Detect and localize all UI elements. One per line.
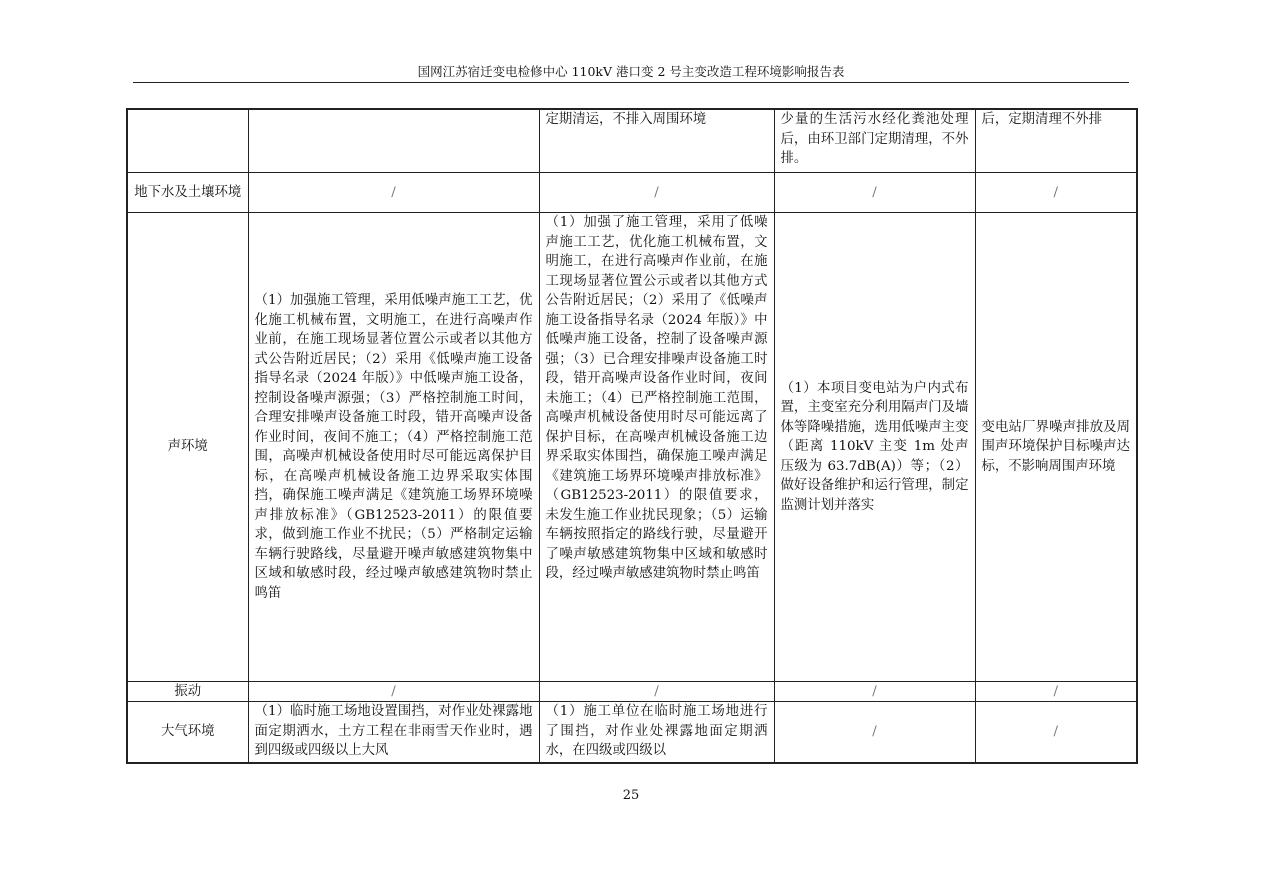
result-cell: / [975, 702, 1137, 764]
result-cell: / [975, 173, 1137, 213]
page-number: 25 [622, 788, 640, 803]
operation-measures-cell: / [774, 173, 975, 213]
category-cell: 地下水及土壤环境 [127, 173, 248, 213]
environment-measures-table [126, 108, 1138, 764]
measures-cell [248, 109, 539, 173]
result-cell: / [975, 682, 1137, 702]
category-cell: 振动 [127, 682, 248, 702]
implementation-cell: / [539, 682, 774, 702]
table-row [127, 213, 1137, 682]
operation-measures-cell: / [774, 702, 975, 764]
operation-measures-cell: （1）本项目变电站为户内式布置，主变室充分利用隔声门及墙体等降噪措施，选用低噪声主变（距离 110kV 主变 1m 处声压级为 63.7dB(A)）等；（2）做好设备维护和运行管理，制定监测计划并落实 [774, 213, 975, 682]
implementation-cell: （1）加强了施工管理，采用了低噪声施工工艺，优化施工机械布置，文明施工，在进行高噪声作业前，在施工现场显著位置公示或者以其他方式公告附近居民；（2）采用了《低噪声施工设备指导名录（2024 年版）》中低噪声施工设备，控制了设备噪声源强；（3）已合理安排噪声设备施工时段，错开高噪声设备作业时间，夜间未施工；（4）已严格控制施工范围，高噪声机械设备使用时尽可能远离了保护目标，在高噪声机械设备施工边界采取实体围挡，确保施工噪声满足《建筑施工场界环境噪声排放标准》（GB12523-2011）的限值要求，未发生施工作业扰民现象；（5）运输车辆按照指定的路线行驶，尽量避开了噪声敏感建筑物集中区域和敏感时段，经过噪声敏感建筑物时禁止鸣笛 [539, 213, 774, 682]
implementation-cell: / [539, 173, 774, 213]
measures-cell: / [248, 173, 539, 213]
table-row [127, 702, 1137, 764]
table-row [127, 173, 1137, 213]
table-row [127, 682, 1137, 702]
header-rule [133, 82, 1129, 83]
table-row [127, 109, 1137, 173]
measures-cell: （1）临时施工场地设置围挡，对作业处裸露地面定期洒水，土方工程在非雨雪天作业时，遇到四级或四级以上大风 [248, 702, 539, 764]
operation-measures-cell: 少量的生活污水经化粪池处理后，由环卫部门定期清理，不外排。 [774, 109, 975, 173]
measures-cell: （1）加强施工管理，采用低噪声施工工艺，优化施工机械布置，文明施工，在进行高噪声作业前，在施工现场显著位置公示或者以其他方式公告附近居民；（2）采用《低噪声施工设备指导名录（2024 年版）》中低噪声施工设备，控制设备噪声源强；（3）严格控制施工时间，合理安排噪声设备施工时段，错开高噪声设备作业时间，夜间不施工；（4）严格控制施工范围，高噪声机械设备使用时尽可能远离保护目标，在高噪声机械设备施工边界采取实体围挡，确保施工噪声满足《建筑施工场界环境噪声排放标准》（GB12523-2011）的限值要求，做到施工作业不扰民；（5）严格制定运输车辆行驶路线，尽量避开噪声敏感建筑物集中区域和敏感时段，经过噪声敏感建筑物时禁止鸣笛 [248, 213, 539, 682]
operation-measures-cell: / [774, 682, 975, 702]
category-cell [127, 109, 248, 173]
category-cell: 大气环境 [127, 702, 248, 764]
category-cell: 声环境 [127, 213, 248, 682]
implementation-cell: （1）施工单位在临时施工场地进行了围挡，对作业处裸露地面定期洒水，在四级或四级以 [539, 702, 774, 764]
result-cell: 后，定期清理不外排 [975, 109, 1137, 173]
implementation-cell: 定期清运，不排入周围环境 [539, 109, 774, 173]
page-header-title: 国网江苏宿迁变电检修中心 110kV 港口变 2 号主变改造工程环境影响报告表 [417, 64, 845, 79]
result-cell: 变电站厂界噪声排放及周围声环境保护目标噪声达标，不影响周围声环境 [975, 213, 1137, 682]
measures-cell: / [248, 682, 539, 702]
